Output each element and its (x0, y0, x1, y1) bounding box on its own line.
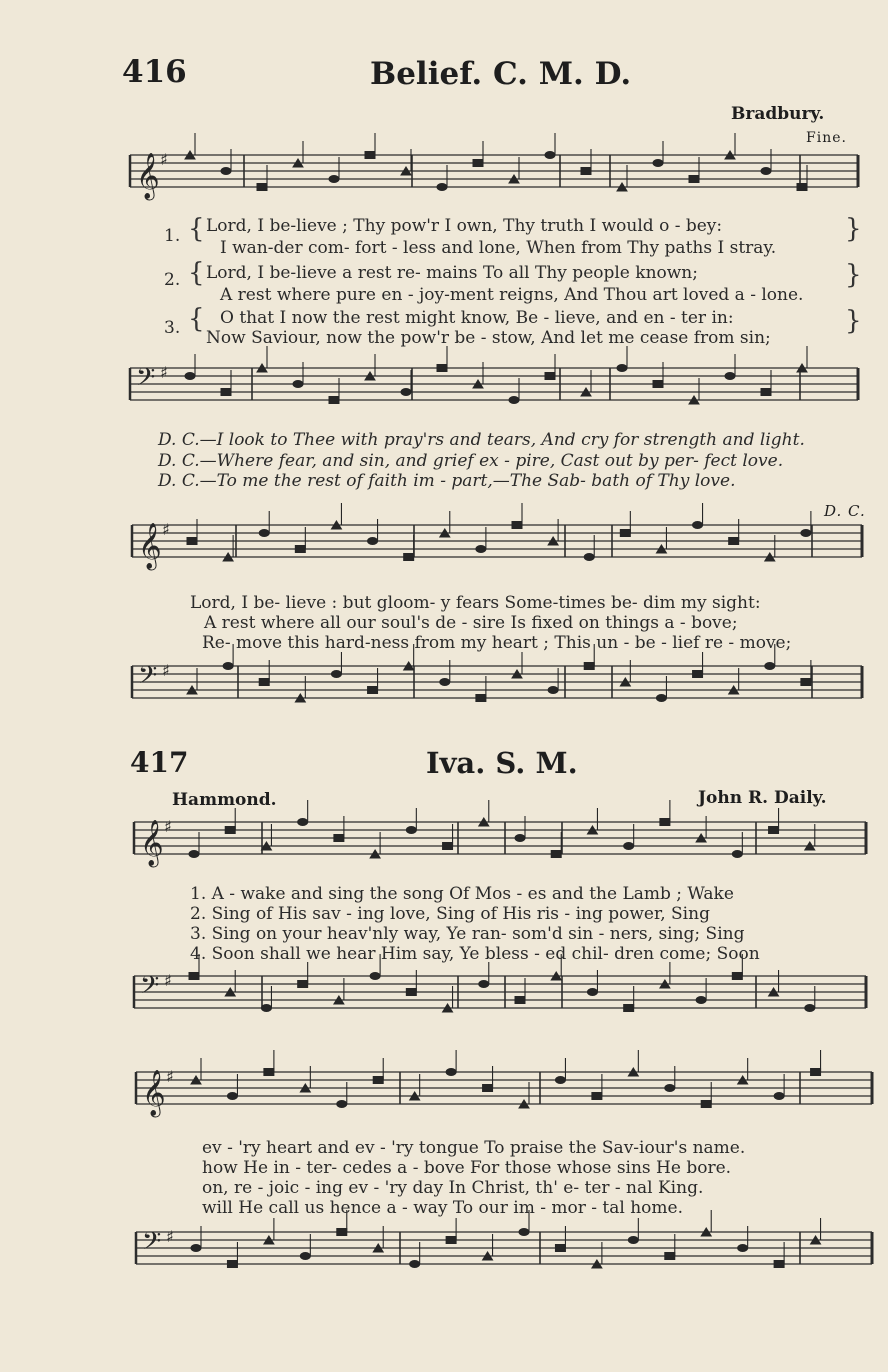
note-head-icon (653, 141, 663, 167)
verse-number: 1. (164, 226, 181, 246)
lyric-line: will He call us hence a - way To our im - mor - tal home. (202, 1198, 683, 1218)
note-head-icon (581, 149, 591, 175)
bass-clef-icon: 𝄢 (140, 971, 160, 1006)
note-head-icon (227, 1074, 237, 1100)
note-head-icon (476, 676, 486, 702)
note-head-icon (555, 1226, 565, 1252)
note-head-icon (811, 1050, 821, 1076)
treble-clef-icon: 𝄞 (136, 153, 160, 199)
note-head-icon (368, 668, 378, 694)
note-head-icon (300, 1234, 310, 1260)
lyric-line: 1. A - wake and sing the song Of Mos - es and the Lamb ; Wake (190, 884, 734, 904)
note-head-icon (801, 660, 811, 686)
note-head-icon (257, 165, 267, 191)
left-brace-icon: { (188, 214, 205, 244)
note-head-icon (298, 962, 308, 988)
treble-clef-icon: 𝄞 (142, 1070, 166, 1116)
note-head-icon (805, 986, 815, 1012)
note-head-icon (774, 1242, 784, 1268)
note-head-icon (551, 832, 561, 858)
note-head-icon (624, 986, 634, 1012)
arranger-credit: Hammond. (172, 790, 277, 810)
note-head-icon (653, 362, 663, 388)
note-head-icon (479, 962, 489, 988)
note-head-icon (628, 1218, 638, 1244)
sharp-icon: ♯ (162, 520, 170, 539)
lyric-line: 4. Soon shall we hear Him say, Ye bless - ed chil- dren come; Soon (190, 944, 760, 964)
note-head-icon (446, 1218, 456, 1244)
sharp-icon: ♯ (160, 150, 168, 169)
verse-number: 2. (164, 270, 181, 290)
note-head-icon (298, 800, 308, 826)
lyric-line: ev - 'ry heart and ev - 'ry tongue To praise the Sav-iour's name. (202, 1138, 746, 1158)
lyric-line: 2. Sing of His sav - ing love, Sing of His ris - ing power, Sing (190, 904, 710, 924)
fine-marking: Fine. (806, 130, 847, 146)
note-head-icon (545, 354, 555, 380)
note-head-icon (483, 1066, 493, 1092)
treble-clef-icon: 𝄞 (140, 820, 164, 866)
note-head-icon (774, 1074, 784, 1100)
sharp-icon: ♯ (164, 971, 172, 990)
note-head-icon (410, 1242, 420, 1268)
note-head-icon (329, 157, 339, 183)
note-head-icon (337, 1082, 347, 1108)
composer-credit: Bradbury. (731, 104, 825, 124)
lyric-line: how He in - ter- cedes a - bove For those whose sins He bore. (202, 1158, 732, 1178)
note-head-icon (437, 346, 447, 372)
note-head-icon (293, 362, 303, 388)
note-head-icon (334, 816, 344, 842)
note-head-icon (295, 527, 305, 553)
note-head-icon (797, 165, 807, 191)
lyric-line: Lord, I be- lieve : but gloom- y fears Some-times be- dim my sight: (190, 593, 761, 613)
note-head-icon (404, 535, 414, 561)
note-head-icon (331, 652, 341, 678)
composer-credit: John R. Daily. (698, 788, 827, 808)
note-head-icon (512, 503, 522, 529)
dc-lyric-line: D. C.—To me the rest of faith im - part,—The Sab- bath of Thy love. (158, 471, 736, 491)
lyric-line: Lord, I be-lieve ; Thy pow'r I own, Thy truth I would o - bey: (206, 216, 723, 236)
note-head-icon (515, 816, 525, 842)
note-head-icon (259, 511, 269, 537)
note-head-icon (769, 808, 779, 834)
right-brace-icon: } (845, 306, 862, 336)
sharp-icon: ♯ (160, 363, 168, 382)
note-head-icon (509, 378, 519, 404)
page-number: 416 (122, 54, 187, 90)
note-head-icon (406, 970, 416, 996)
note-head-icon (437, 165, 447, 191)
note-head-icon (761, 149, 771, 175)
note-head-icon (660, 800, 670, 826)
note-head-icon (617, 346, 627, 372)
bass-clef-icon: 𝄢 (136, 363, 156, 398)
note-head-icon (446, 1050, 456, 1076)
bass-clef-icon: 𝄢 (142, 1227, 162, 1262)
note-head-icon (624, 824, 634, 850)
note-head-icon (693, 652, 703, 678)
note-head-icon (584, 535, 594, 561)
left-brace-icon: { (188, 258, 205, 288)
note-head-icon (548, 668, 558, 694)
right-brace-icon: } (845, 214, 862, 244)
note-head-icon (401, 370, 411, 396)
sharp-icon: ♯ (162, 661, 170, 680)
sharp-icon: ♯ (164, 817, 172, 836)
note-head-icon (329, 378, 339, 404)
bass-clef-icon: 𝄢 (138, 661, 158, 696)
note-head-icon (259, 660, 269, 686)
note-head-icon (264, 1050, 274, 1076)
note-head-icon (373, 1058, 383, 1084)
lyric-line: Lord, I be-lieve a rest re- mains To all Thy people known; (206, 263, 698, 283)
sharp-icon: ♯ (166, 1067, 174, 1086)
note-head-icon (555, 1058, 565, 1084)
note-head-icon (729, 519, 739, 545)
note-head-icon (689, 157, 699, 183)
note-head-icon (515, 978, 525, 1004)
note-head-icon (189, 832, 199, 858)
note-head-icon (738, 1226, 748, 1252)
note-head-icon (365, 133, 375, 159)
note-head-icon (545, 133, 555, 159)
hymn-title: Belief. C. M. D. (370, 56, 632, 92)
note-head-icon (225, 808, 235, 834)
lyric-line: 3. Sing on your heav'nly way, Ye ran- som'd sin - ners, sing; Sing (190, 924, 745, 944)
dc-lyric-line: D. C.—Where fear, and sin, and grief ex - pire, Cast out by per- fect love. (158, 451, 784, 471)
note-head-icon (191, 1226, 201, 1252)
note-head-icon (587, 970, 597, 996)
note-head-icon (761, 370, 771, 396)
note-head-icon (185, 354, 195, 380)
lyric-line: Re- move this hard-ness from my heart ; This un - be - lief re - move; (202, 633, 792, 653)
lyric-line: Now Saviour, now the pow'r be - stow, And let me cease from sin; (206, 328, 771, 348)
hymn-number: 417 (130, 746, 189, 779)
lyric-line: on, re - joic - ing ev - 'ry day In Christ, th' e- ter - nal King. (202, 1178, 704, 1198)
note-head-icon (221, 370, 231, 396)
note-head-icon (443, 824, 453, 850)
note-head-icon (693, 503, 703, 529)
sharp-icon: ♯ (166, 1227, 174, 1246)
lyric-line: A rest where pure en - joy-ment reigns, And Thou art loved a - lone. (220, 285, 804, 305)
note-head-icon (696, 978, 706, 1004)
hymn-title: Iva. S. M. (426, 746, 578, 780)
verse-number: 3. (164, 318, 181, 338)
note-head-icon (187, 519, 197, 545)
note-head-icon (592, 1074, 602, 1100)
note-head-icon (665, 1234, 675, 1260)
dc-lyric-line: D. C.—I look to Thee with pray'rs and tears, And cry for strength and light. (158, 430, 805, 450)
dc-marking: D. C. (824, 502, 866, 520)
note-head-icon (227, 1242, 237, 1268)
note-head-icon (732, 832, 742, 858)
note-head-icon (261, 986, 271, 1012)
treble-clef-icon: 𝄞 (138, 523, 162, 569)
note-head-icon (221, 149, 231, 175)
note-head-icon (440, 660, 450, 686)
note-head-icon (665, 1066, 675, 1092)
note-head-icon (656, 676, 666, 702)
note-head-icon (476, 527, 486, 553)
note-head-icon (620, 511, 630, 537)
note-head-icon (725, 354, 735, 380)
lyric-line: A rest where all our soul's de - sire Is fixed on things a - bove; (204, 613, 738, 633)
note-head-icon (801, 511, 811, 537)
note-head-icon (368, 519, 378, 545)
note-head-icon (473, 141, 483, 167)
note-head-icon (701, 1082, 711, 1108)
lyric-line: O that I now the rest might know, Be - lieve, and en - ter in: (220, 308, 734, 328)
note-head-icon (406, 808, 416, 834)
lyric-line: I wan-der com- fort - less and lone, When from Thy paths I stray. (220, 238, 777, 258)
right-brace-icon: } (845, 260, 862, 290)
left-brace-icon: { (188, 304, 205, 334)
